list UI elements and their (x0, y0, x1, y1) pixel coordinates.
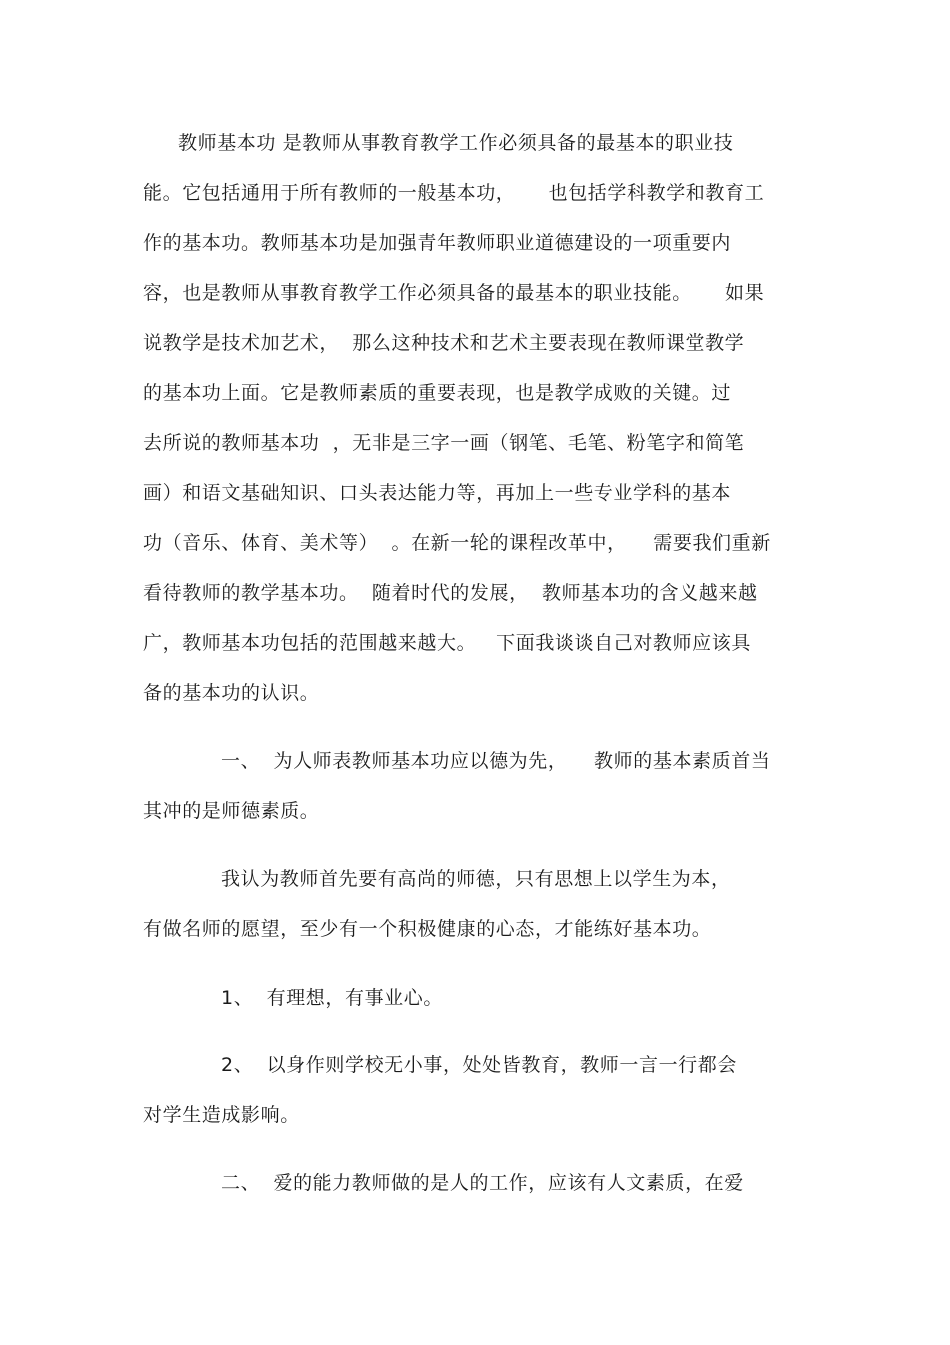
text-line-4: 容，也是教师从事教育教学工作必须具备的最基本的职业技能。 如果 (143, 282, 765, 304)
text-line-12: 备的基本功的认识。 (143, 682, 320, 704)
list-item-2: 2、 以身作则学校无小事，处处皆教育，教师一言一行都会 (221, 1054, 737, 1076)
section-heading-1: 一、 为人师表教师基本功应以德为先， 教师的基本素质首当 (221, 750, 771, 772)
text-line-1: 教师基本功 是教师从事教育教学工作必须具备的最基本的职业技 (178, 132, 734, 154)
text-line-19: 对学生造成影响。 (143, 1104, 300, 1126)
text-line-7: 去所说的教师基本功 ，无非是三字一画（钢笔、毛笔、粉笔字和简笔 (143, 432, 745, 454)
text-line-6: 的基本功上面。它是教师素质的重要表现，也是教学成败的关键。过 (143, 382, 732, 404)
text-line-9: 功（音乐、体育、美术等） 。在新一轮的课程改革中， 需要我们重新 (143, 532, 771, 554)
text-line-15: 我认为教师首先要有高尚的师德，只有思想上以学生为本， (221, 868, 731, 890)
text-line-3: 作的基本功。教师基本功是加强青年教师职业道德建设的一项重要内 (143, 232, 732, 254)
text-line-11: 广，教师基本功包括的范围越来越大。 下面我谈谈自己对教师应该具 (143, 632, 751, 654)
text-line-14: 其冲的是师德素质。 (143, 800, 320, 822)
text-line-10: 看待教师的教学基本功。 随着时代的发展， 教师基本功的含义越来越 (143, 582, 758, 604)
text-line-5: 说教学是技术加艺术， 那么这种技术和艺术主要表现在教师课堂教学 (143, 332, 745, 354)
section-heading-2: 二、 爱的能力教师做的是人的工作，应该有人文素质，在爱 (221, 1172, 744, 1194)
list-item-1: 1、 有理想，有事业心。 (221, 987, 443, 1009)
text-line-8: 画）和语文基础知识、口头表达能力等，再加上一些专业学科的基本 (143, 482, 732, 504)
text-line-2: 能。它包括通用于所有教师的一般基本功， 也包括学科教学和教育工 (143, 182, 765, 204)
text-line-16: 有做名师的愿望，至少有一个积极健康的心态，才能练好基本功。 (143, 918, 712, 940)
